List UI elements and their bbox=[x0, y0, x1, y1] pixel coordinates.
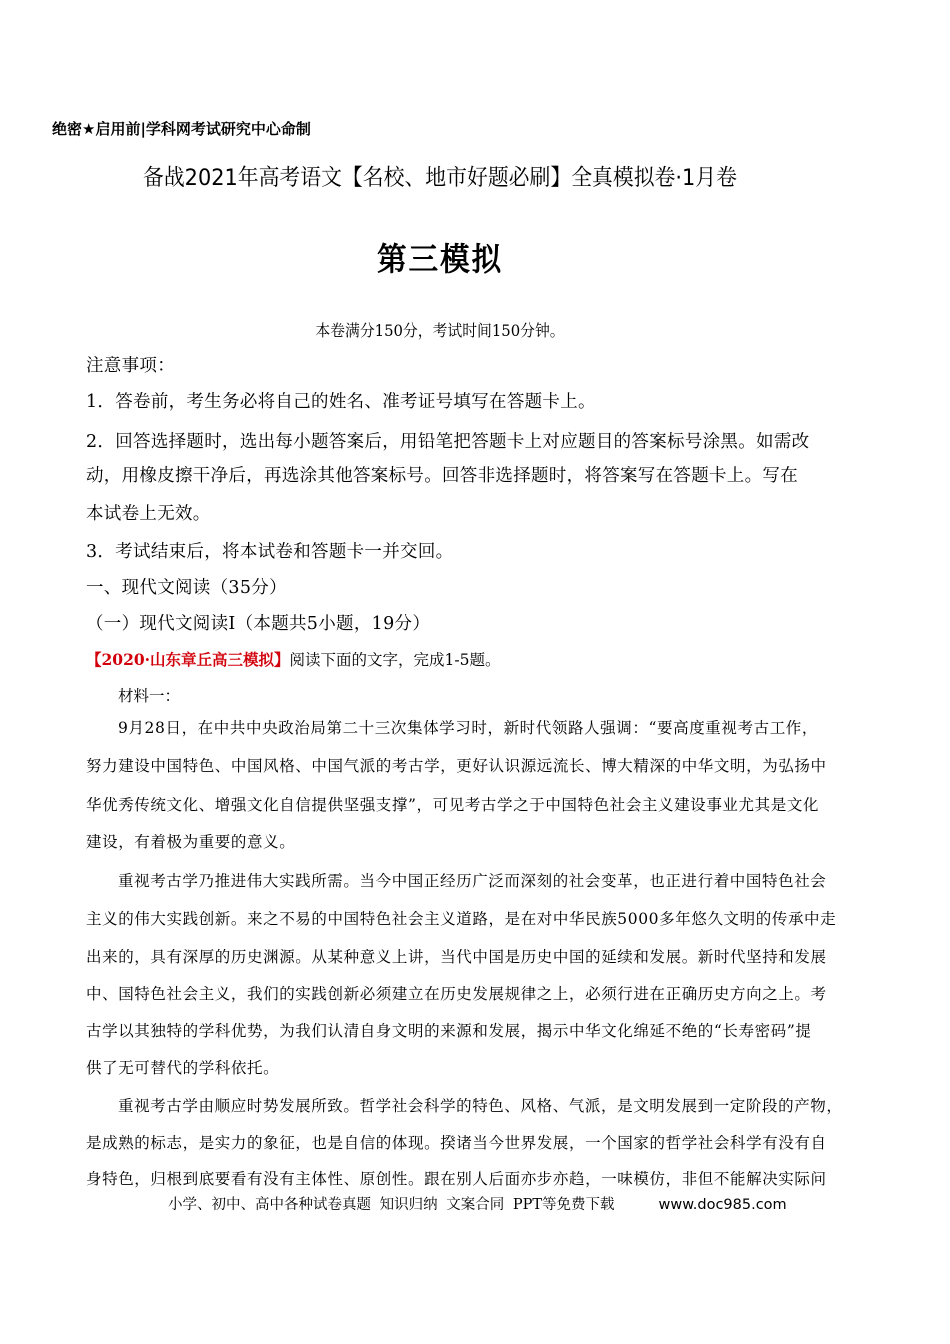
source-tag: 【2020·山东章丘高三模拟】 bbox=[86, 650, 290, 669]
passage-line: 古学以其独特的学科优势，为我们认清自身文明的来源和发展，揭示中华文化绵延不绝的“长寿密码”提 bbox=[86, 1022, 812, 1040]
passage-line: 9月28日，在中共中央政治局第二十三次集体学习时，新时代领路人强调：“要高度重视考古工作， bbox=[118, 719, 819, 737]
passage-line: 身特色，归根到底要看有没有主体性、原创性。跟在别人后面亦步亦趋，一味模仿，非但不能解决实际问 bbox=[86, 1170, 827, 1188]
notes-heading: 注意事项： bbox=[86, 356, 175, 376]
exam-subtitle: 第三模拟 bbox=[376, 240, 503, 278]
passage-line: 是成熟的标志，是实力的象征，也是自信的体现。揆诸当今世界发展，一个国家的哲学社会科学有没有自 bbox=[86, 1134, 827, 1152]
section-subheading: （一）现代文阅读Ⅰ（本题共5小题，19分） bbox=[86, 614, 431, 634]
instruction-text: 阅读下面的文字，完成1-5题。 bbox=[289, 651, 501, 669]
passage-line: 重视考古学由顺应时势发展所致。哲学社会科学的特色、风格、气派，是文明发展到一定阶段的产物， bbox=[118, 1097, 843, 1115]
score-line: 本卷满分150分，考试时间150分钟。 bbox=[315, 321, 565, 340]
footer-text: 小学、初中、高中各种试卷真题 知识归纳 文案合同 PPT等免费下载 bbox=[168, 1197, 615, 1213]
material-label: 材料一： bbox=[118, 687, 181, 705]
passage-line: 供了无可替代的学科依托。 bbox=[86, 1059, 280, 1077]
exam-title: 备战2021年高考语文【名校、地市好题必刷】全真模拟卷·1月卷 bbox=[142, 165, 737, 191]
passage-line: 建设，有着极为重要的意义。 bbox=[86, 833, 296, 851]
footer-url[interactable]: www.doc985.com bbox=[658, 1197, 787, 1213]
notes-item-2-line-1: 2．回答选择题时，选出每小题答案后，用铅笔把答题卡上对应题目的答案标号涂黑。如需改 bbox=[86, 432, 810, 452]
classified-label: 绝密★启用前|学科网考试研究中心命制 bbox=[52, 120, 311, 138]
notes-item-3: 3．考试结束后，将本试卷和答题卡一并交回。 bbox=[86, 542, 454, 562]
question-source-line bbox=[86, 648, 501, 670]
page-footer bbox=[168, 1193, 787, 1214]
passage-line: 华优秀传统文化、增强文化自信提供坚强支撑”，可见考古学之于中国特色社会主义建设事业尤其是文化 bbox=[86, 796, 820, 814]
notes-item-1: 1．答卷前，考生务必将自己的姓名、准考证号填写在答题卡上。 bbox=[86, 392, 596, 412]
passage-line: 主义的伟大实践创新。来之不易的中国特色社会主义道路，是在对中华民族5000多年悠久文明的传承中走 bbox=[86, 910, 837, 928]
notes-item-2-line-2: 动，用橡皮擦干净后，再选涂其他答案标号。回答非选择题时，将答案写在答题卡上。写在 bbox=[86, 466, 798, 486]
section-heading: 一、现代文阅读（35分） bbox=[86, 578, 287, 598]
passage-line: 重视考古学乃推进伟大实践所需。当今中国正经历广泛而深刻的社会变革，也正进行着中国特色社会 bbox=[118, 872, 827, 890]
notes-item-2-line-3: 本试卷上无效。 bbox=[86, 504, 211, 524]
passage-line: 出来的，具有深厚的历史渊源。从某种意义上讲，当代中国是历史中国的延续和发展。新时代坚持和发展 bbox=[86, 948, 827, 966]
passage-line: 努力建设中国特色、中国风格、中国气派的考古学，更好认识源远流长、博大精深的中华文明，为弘扬中 bbox=[86, 757, 827, 775]
passage-line: 中、国特色社会主义，我们的实践创新必须建立在历史发展规律之上，必须行进在正确历史方向之上。考 bbox=[86, 985, 827, 1003]
